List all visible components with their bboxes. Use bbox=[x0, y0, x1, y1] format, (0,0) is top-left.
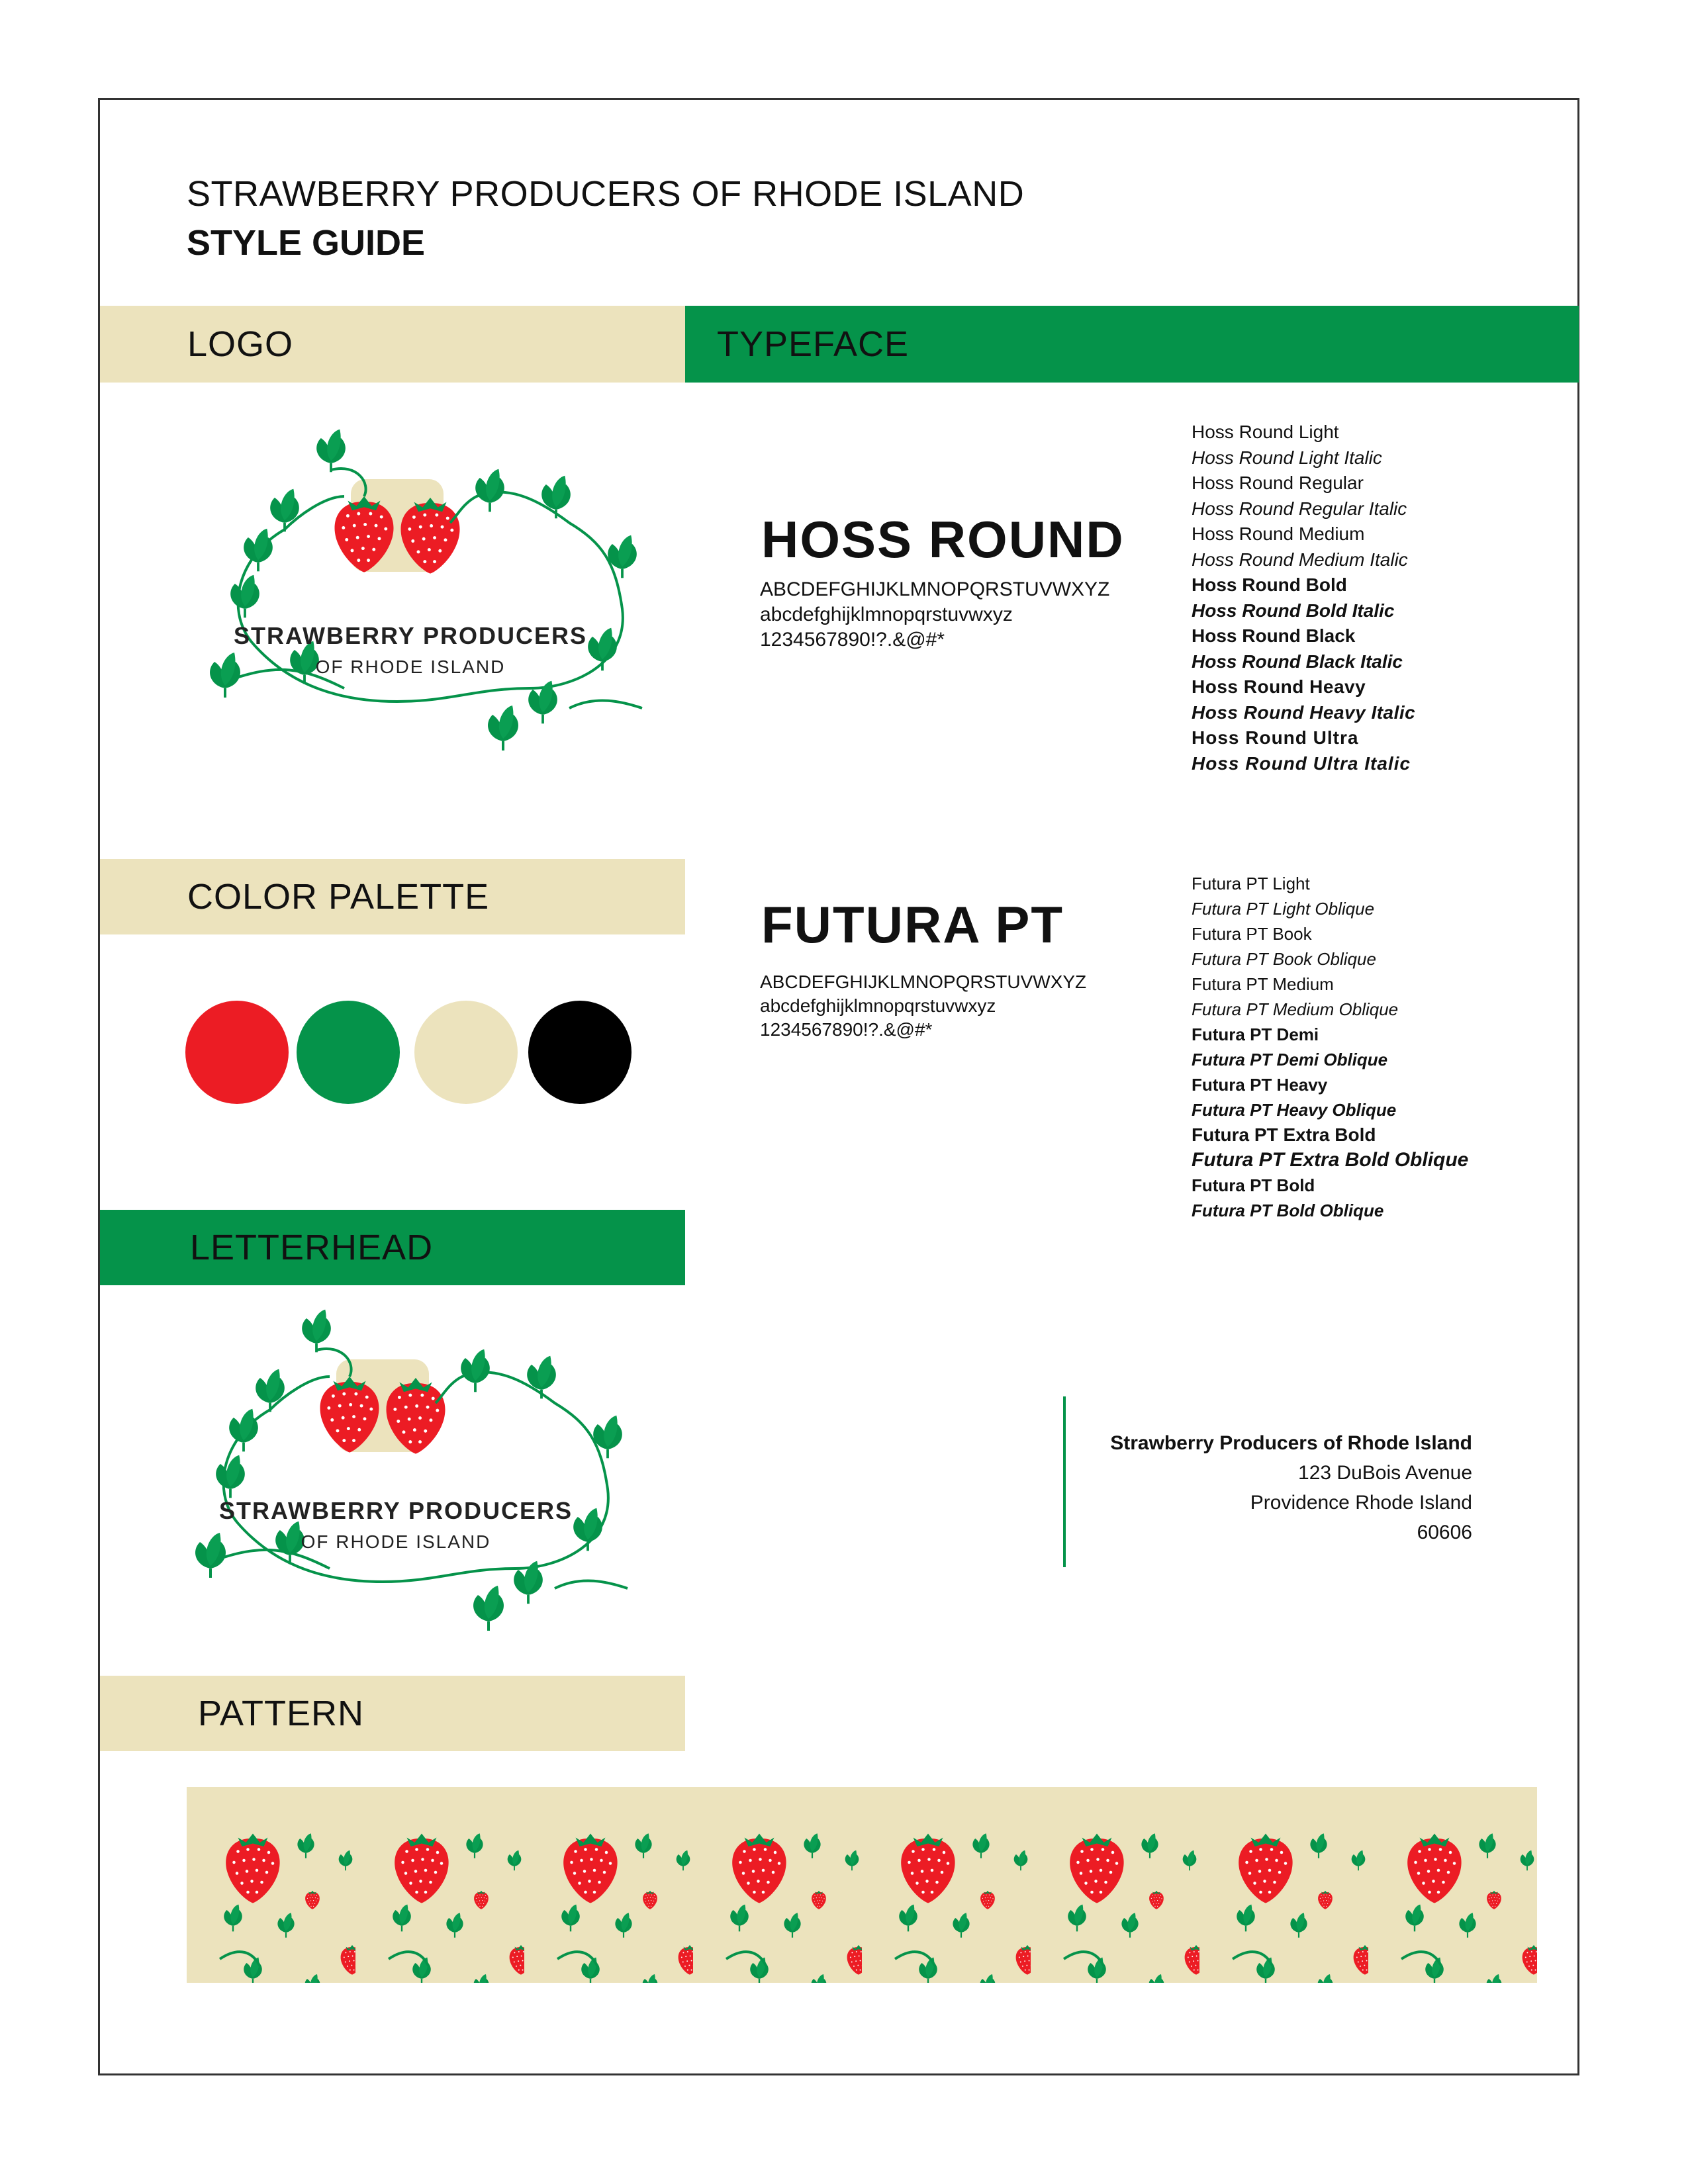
futura-pt-sample bbox=[760, 970, 1086, 1042]
weight-item: Hoss Round Black bbox=[1192, 625, 1356, 646]
hoss-round-weights bbox=[1192, 420, 1415, 776]
weight-item: Hoss Round Medium Italic bbox=[1192, 549, 1408, 570]
hoss-round-lowercase: abcdefghijklmnopqrstuvwxyz bbox=[760, 604, 1013, 625]
letterhead-section-header bbox=[100, 1210, 685, 1285]
weight-item: Futura PT Heavy bbox=[1192, 1075, 1328, 1095]
logo-section-label: LOGO bbox=[187, 324, 294, 364]
letterhead-logo-text-line2: OF RHODE ISLAND bbox=[301, 1531, 491, 1552]
futura-pt-uppercase: ABCDEFGHIJKLMNOPQRSTUVWXYZ bbox=[760, 972, 1087, 992]
letterhead-divider bbox=[1063, 1396, 1066, 1567]
color-palette-section-header bbox=[100, 859, 685, 934]
color-swatch-red bbox=[185, 1001, 289, 1104]
hoss-round-uppercase: ABCDEFGHIJKLMNOPQRSTUVWXYZ bbox=[760, 578, 1110, 600]
address-city: Providence Rhode Island bbox=[1250, 1492, 1472, 1514]
logo-graphic bbox=[199, 424, 662, 768]
color-swatch-black bbox=[528, 1001, 632, 1104]
futura-pt-lowercase: abcdefghijklmnopqrstuvwxyz bbox=[760, 995, 996, 1016]
weight-item: Hoss Round Medium bbox=[1192, 523, 1365, 544]
hoss-round-name: HOSS ROUND bbox=[761, 510, 1125, 569]
weight-item: Hoss Round Light Italic bbox=[1192, 447, 1382, 468]
weight-item: Hoss Round Heavy Italic bbox=[1192, 702, 1416, 723]
weight-item: Futura PT Light Oblique bbox=[1192, 899, 1375, 919]
weight-item: Futura PT Bold bbox=[1192, 1175, 1315, 1195]
weight-item: Hoss Round Heavy bbox=[1192, 676, 1366, 697]
logo bbox=[199, 424, 662, 768]
color-swatch-cream bbox=[414, 1001, 518, 1104]
address-zip: 60606 bbox=[1417, 1522, 1472, 1543]
pattern-section-header bbox=[100, 1676, 685, 1751]
weight-item: Futura PT Extra Bold bbox=[1192, 1124, 1376, 1145]
weight-item: Futura PT Light bbox=[1192, 874, 1310, 893]
pattern-section-label: PATTERN bbox=[198, 1694, 365, 1733]
weight-item: Futura PT Demi Oblique bbox=[1192, 1050, 1388, 1069]
address-name: Strawberry Producers of Rhode Island bbox=[1110, 1432, 1472, 1454]
weight-item: Hoss Round Ultra bbox=[1192, 727, 1359, 748]
letterhead-section-label: LETTERHEAD bbox=[190, 1228, 434, 1267]
weight-item: Futura PT Heavy Oblique bbox=[1192, 1100, 1397, 1120]
weight-item: Futura PT Medium Oblique bbox=[1192, 999, 1399, 1019]
weight-item: Hoss Round Ultra Italic bbox=[1192, 752, 1411, 774]
letterhead-address bbox=[1110, 1428, 1472, 1547]
color-swatch-green bbox=[297, 1001, 400, 1104]
doc-title: STYLE GUIDE bbox=[187, 223, 426, 263]
logo-section-header bbox=[100, 306, 685, 383]
typeface-section-label: TYPEFACE bbox=[717, 324, 910, 364]
hoss-round-numbers: 1234567890!?.&@#* bbox=[760, 629, 945, 651]
weight-item: Hoss Round Light bbox=[1192, 422, 1339, 442]
letterhead-logo bbox=[184, 1304, 647, 1648]
futura-pt-numbers: 1234567890!?.&@#* bbox=[760, 1019, 933, 1040]
address-street: 123 DuBois Avenue bbox=[1298, 1462, 1472, 1484]
weight-item: Futura PT Extra Bold Oblique bbox=[1192, 1149, 1469, 1171]
strawberry-pattern bbox=[187, 1787, 1537, 1983]
weight-item: Futura PT Medium bbox=[1192, 974, 1334, 994]
org-title: STRAWBERRY PRODUCERS OF RHODE ISLAND bbox=[187, 174, 1025, 214]
letterhead-logo-text-line1: STRAWBERRY PRODUCERS bbox=[218, 1497, 573, 1524]
pattern-strip bbox=[187, 1787, 1537, 1983]
weight-item: Futura PT Book bbox=[1192, 924, 1312, 944]
weight-item: Futura PT Book Oblique bbox=[1192, 949, 1376, 969]
letterhead-logo-graphic bbox=[184, 1304, 647, 1648]
futura-pt-name: FUTURA PT bbox=[761, 895, 1064, 954]
futura-pt-weights bbox=[1192, 871, 1468, 1223]
weight-item: Hoss Round Black Italic bbox=[1192, 651, 1403, 672]
hoss-round-sample bbox=[760, 577, 1109, 653]
weight-item: Hoss Round Bold Italic bbox=[1192, 600, 1395, 621]
weight-item: Hoss Round Bold bbox=[1192, 574, 1347, 595]
weight-item: Hoss Round Regular bbox=[1192, 473, 1364, 493]
typeface-section-header bbox=[685, 306, 1579, 383]
logo-text-line1: STRAWBERRY PRODUCERS bbox=[233, 622, 588, 649]
logo-text-line2: OF RHODE ISLAND bbox=[315, 657, 506, 677]
weight-item: Hoss Round Regular Italic bbox=[1192, 498, 1407, 519]
weight-item: Futura PT Demi bbox=[1192, 1024, 1319, 1044]
color-palette-section-label: COLOR PALETTE bbox=[187, 877, 490, 917]
weight-item: Futura PT Bold Oblique bbox=[1192, 1201, 1384, 1220]
